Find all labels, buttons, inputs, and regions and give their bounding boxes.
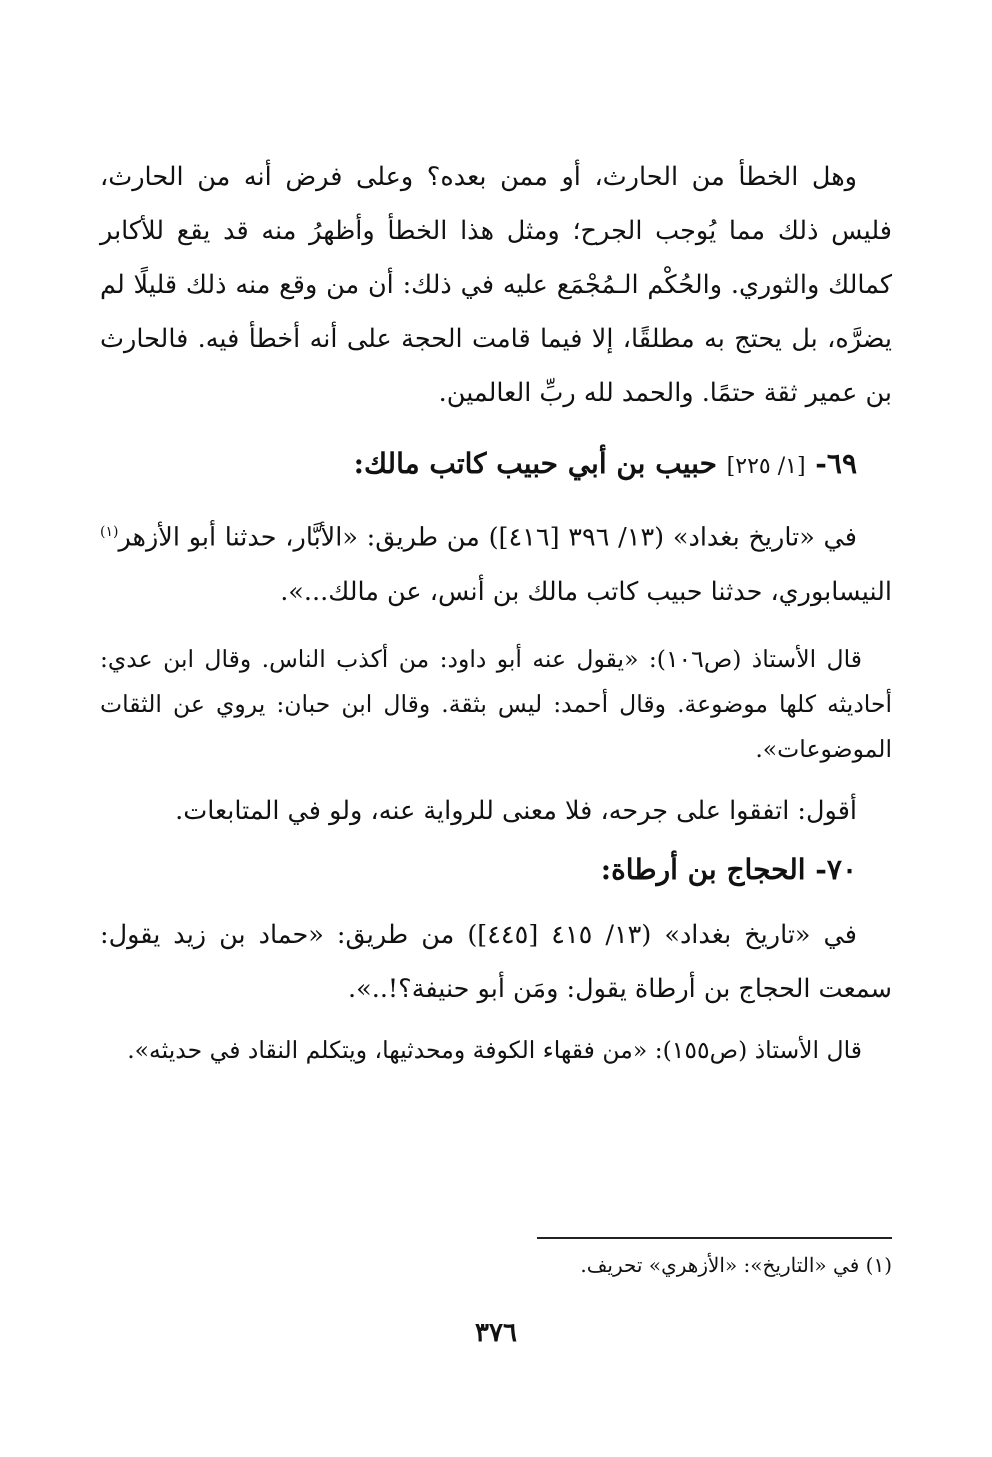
- entry-heading-70: [100, 842, 892, 898]
- footnote: [100, 1253, 892, 1277]
- quote-text-part1: في «تاريخ بغداد» (١٣/ ٣٩٦ [٤١٦]) من طريق: «الأبَّار، حدثنا أبو الأزهر: [118, 522, 857, 553]
- footnote-divider: [537, 1237, 892, 1239]
- entry-title-69: حبيب بن أبي حبيب كاتب مالك:: [353, 447, 717, 480]
- paragraph-al-harith: وهل الخطأ من الحارث، أو ممن بعده؟ وعلى فرض أنه من الحارث، فليس ذلك مما يُوجب الجرح؛ ومثل هذا الخطأ وأظهرُ منه قد يقع للأكابر كمالك والثوري. والحُكْم الـمُجْمَع عليه في ذلك: أن من وقع منه ذلك قليلًا لم يضرَّه، بل يحتج به مطلقًا، إلا فيما قامت الحجة على أنه أخطأ فيه. فالحارث بن عمير ثقة حتمًا. والحمد لله ربِّ العالمين.: [100, 162, 892, 408]
- entry-heading-69: [100, 436, 892, 495]
- footnote-text: في «التاريخ»: «الأزهري» تحريف.: [580, 1253, 860, 1277]
- quote-text-part2: النيسابوري، حدثنا حبيب كاتب مالك بن أنس، عن مالك...».: [280, 576, 892, 607]
- entry-reference-69: [١/ ٢٢٥]: [726, 454, 806, 479]
- paragraph-ustadh-70: قال الأستاذ (ص١٥٥): «من فقهاء الكوفة ومحدثيها، ويتكلم النقاد في حديثه».: [127, 1035, 862, 1064]
- entry-title-70: الحجاج بن أرطاة:: [600, 852, 806, 886]
- paragraph-aqul-69: أقول: اتفقوا على جرحه، فلا معنى للرواية عنه، ولو في المتابعات.: [175, 795, 857, 826]
- page-number: ٣٧٦: [475, 1318, 517, 1348]
- paragraph-ustadh-69: قال الأستاذ (ص١٠٦): «يقول عنه أبو داود: من أكذب الناس. وقال ابن عدي: أحاديثه كلها موضوعة. وقال أحمد: ليس بثقة. وقال ابن حبان: يروي عن الثقات الموضوعات».: [100, 644, 892, 763]
- footnote-number: (١): [865, 1253, 892, 1277]
- paragraph-tarikh-baghdad-69: [100, 505, 892, 619]
- page-body: [100, 150, 892, 1073]
- entry-number-70: ٧٠-: [815, 852, 857, 886]
- paragraph-tarikh-baghdad-70: في «تاريخ بغداد» (١٣/ ٤١٥ [٤٤٥]) من طريق: «حماد بن زيد يقول: سمعت الحجاج بن أرطاة يقول: ومَن أبو حنيفة؟!..».: [100, 919, 892, 1004]
- entry-number-69: ٦٩-: [815, 447, 857, 480]
- footnote-marker: (١): [100, 524, 119, 540]
